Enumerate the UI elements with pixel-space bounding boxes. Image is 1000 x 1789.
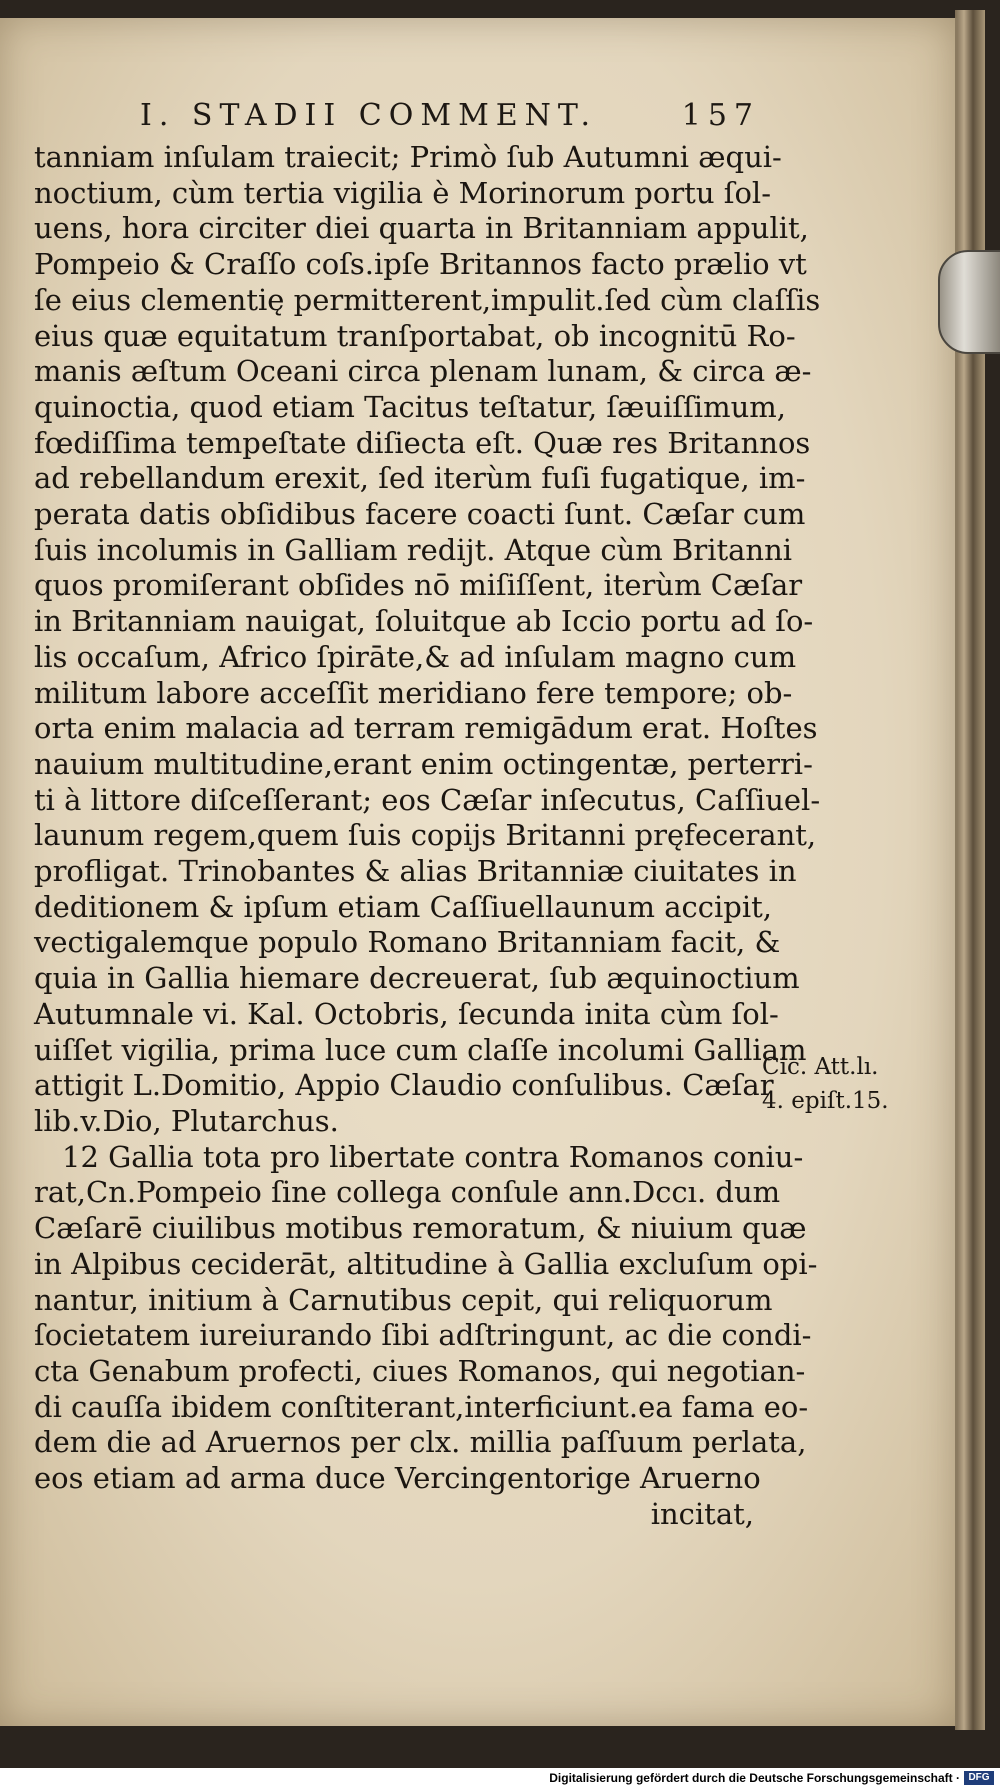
page-clip xyxy=(938,250,1000,354)
text-line: rat,Cn.Pompeio ſine collega conſule ann.Dccı. dum xyxy=(34,1175,781,1210)
text-line: vectigalemque populo Romano Britanniam facit, & xyxy=(34,925,781,960)
text-line: uens, hora circiter diei quarta in Britanniam appulit, xyxy=(34,211,809,246)
margin-note-line: Cic. Att.lı. xyxy=(762,1054,879,1080)
text-line: profligat. Trinobantes & alias Britanniæ ciuitates in xyxy=(34,854,797,889)
text-line: quos promiſerant obſides nō miſiſſent, iterùm Cæſar xyxy=(34,568,803,603)
text-line: militum labore acceſſit meridiano fere tempore; ob- xyxy=(34,675,793,710)
text-line: Cæſarē ciuilibus motibus remoratum, & niuium quæ xyxy=(34,1211,807,1246)
text-line: deditionem & ipſum etiam Caſſiuellaunum accipit, xyxy=(34,889,773,924)
text-line: nauium multitudine,erant enim octingentæ, perterri- xyxy=(34,746,813,781)
text-line: eius quæ equitatum tranſportabat, ob incognitū Ro- xyxy=(34,318,796,353)
text-line: quia in Gallia hiemare decreuerat, ſub æquinoctium xyxy=(34,961,800,996)
text-line: cta Genabum profecti, ciues Romanos, qui negotian- xyxy=(34,1353,806,1388)
text-line: Pompeio & Craſſo coſs.ipſe Britannos facto prælio vt xyxy=(34,247,807,282)
text-line: attigit L.Domitio, Appio Claudio conſulibus. Cæſar xyxy=(34,1068,774,1103)
text-line: tanniam inſulam traiecit; Primò ſub Autumni æqui- xyxy=(34,140,782,174)
text-line: orta enim malacia ad terram remigādum erat. Hoſtes xyxy=(34,711,818,746)
text-line: nantur, initium à Carnutibus cepit, qui reliquorum xyxy=(34,1282,773,1317)
text-line: ſocietatem iureiurando ſibi adſtringunt, ac die condi- xyxy=(34,1318,812,1353)
text-line: ti à littore diſceſſerant; eos Cæſar inſecutus, Caſſiuel- xyxy=(34,782,821,817)
dfg-logo: DFG xyxy=(964,1771,994,1785)
text-line: launum regem,quem ſuis copijs Britanni pręfecerant, xyxy=(34,818,817,853)
text-line: in Britanniam nauigat, ſoluitque ab Iccio portu ad ſo- xyxy=(34,604,814,639)
digitization-footer xyxy=(0,1768,1000,1789)
text-line: quinoctia, quod etiam Tacitus teſtatur, ſæuiſſimum, xyxy=(34,389,786,424)
text-line: 12 Gallia tota pro libertate contra Romanos coniu- xyxy=(62,1139,804,1174)
text-line: manis æſtum Oceani circa plenam lunam, & circa æ- xyxy=(34,354,812,389)
footer-credit: Digitalisierung gefördert durch die Deutsche Forschungsgemeinschaft · xyxy=(549,1771,960,1785)
text-line: ad rebellandum erexit, ſed iterùm fuſi fugatique, im- xyxy=(34,461,806,496)
text-line: fœdiſſima tempeſtate diſiecta eſt. Quæ res Britannos xyxy=(34,425,811,460)
text-line: perata datis obſidibus facere coacti ſunt. Cæſar cum xyxy=(34,497,806,532)
text-line: uiſſet vigilia, prima luce cum claſſe incolumi Galliam xyxy=(34,1032,807,1067)
text-line: incitat, xyxy=(650,1496,754,1531)
running-head xyxy=(140,98,760,133)
text-line: Autumnale vi. Kal. Octobris, ſecunda inita cùm ſol- xyxy=(34,996,779,1031)
text-line: lis occaſum, Africo ſpirātе,& ad inſulam magno cum xyxy=(34,639,797,674)
text-line: in Alpibus ceciderāt, altitudine à Gallia excluſum opi- xyxy=(34,1246,818,1281)
text-line: lib.v.Dio, Plutarchus. xyxy=(34,1103,339,1138)
margin-note xyxy=(762,1050,912,1118)
text-line: ſe eius clementię permitterent,impulit.ſed cùm claſſis xyxy=(34,282,821,317)
text-line: ſuis incolumis in Galliam rediјt. Atque cùm Britanni xyxy=(34,532,793,567)
text-line: dem die ad Aruernos per clx. millia paſſuum perlata, xyxy=(34,1425,807,1460)
running-title: I. STADII COMMENT. xyxy=(140,98,598,133)
text-line: di cauſſa ibidem conſtiterant,interficiunt.ea fama eo- xyxy=(34,1389,809,1424)
page-number: 157 xyxy=(681,98,760,133)
text-line: eos etiam ad arma duce Vercingentorige Aruerno xyxy=(34,1461,761,1496)
text-line: noctium, cùm tertia vigilia è Morinorum portu ſol- xyxy=(34,175,771,210)
margin-note-line: 4. epiſt.15. xyxy=(762,1088,889,1114)
